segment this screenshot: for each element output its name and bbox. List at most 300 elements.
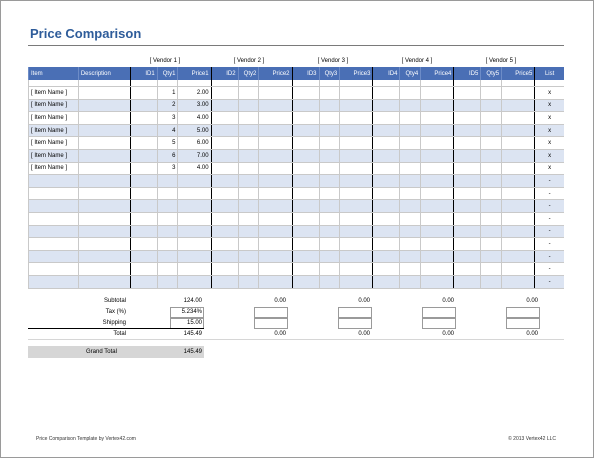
qty4-cell[interactable] <box>400 212 421 225</box>
qty2-cell[interactable] <box>238 225 259 238</box>
qty3-cell[interactable] <box>319 275 340 288</box>
description-cell[interactable] <box>78 238 130 251</box>
description-cell[interactable] <box>78 275 130 288</box>
qty2-cell[interactable] <box>238 137 259 150</box>
price1-cell[interactable] <box>178 200 211 213</box>
col-qty2[interactable]: Qty2 <box>238 67 259 80</box>
qty3-cell[interactable] <box>319 124 340 137</box>
price1-cell[interactable]: 2.00 <box>178 87 211 100</box>
price1-cell[interactable] <box>178 250 211 263</box>
qty5-cell[interactable] <box>481 238 502 251</box>
price3-cell[interactable] <box>340 250 373 263</box>
description-cell[interactable] <box>78 87 130 100</box>
footer-credit[interactable]: Price Comparison Template by Vertex42.com <box>36 436 136 442</box>
price5-cell[interactable] <box>502 238 535 251</box>
price5-cell[interactable] <box>502 250 535 263</box>
price4-cell[interactable] <box>421 238 454 251</box>
id2-cell[interactable] <box>211 275 238 288</box>
id4-cell[interactable] <box>373 187 400 200</box>
description-cell[interactable] <box>78 99 130 112</box>
price4-cell[interactable] <box>421 149 454 162</box>
col-price5[interactable]: Price5 <box>502 67 535 80</box>
price3-cell[interactable] <box>340 87 373 100</box>
id3-cell[interactable] <box>292 175 319 188</box>
price1-cell[interactable]: 5.00 <box>178 124 211 137</box>
qty1-cell[interactable] <box>157 250 178 263</box>
price2-cell[interactable] <box>259 87 292 100</box>
qty5-cell[interactable] <box>481 99 502 112</box>
qty4-cell[interactable] <box>400 112 421 125</box>
price5-cell[interactable] <box>502 225 535 238</box>
qty2-cell[interactable] <box>238 263 259 276</box>
item-name-cell[interactable] <box>29 200 79 213</box>
id3-cell[interactable] <box>292 275 319 288</box>
description-cell[interactable] <box>78 187 130 200</box>
price3-cell[interactable] <box>340 212 373 225</box>
price5-cell[interactable] <box>502 200 535 213</box>
id1-cell[interactable] <box>130 137 157 150</box>
price3-cell[interactable] <box>340 124 373 137</box>
item-name-cell[interactable] <box>29 275 79 288</box>
price2-cell[interactable] <box>259 187 292 200</box>
id2-cell[interactable] <box>211 250 238 263</box>
price5-cell[interactable] <box>502 112 535 125</box>
id5-cell[interactable] <box>454 275 481 288</box>
price5-cell[interactable] <box>502 187 535 200</box>
id5-cell[interactable] <box>454 187 481 200</box>
id4-cell[interactable] <box>373 212 400 225</box>
id1-cell[interactable] <box>130 263 157 276</box>
price4-cell[interactable] <box>421 124 454 137</box>
price4-cell[interactable] <box>421 275 454 288</box>
price4-cell[interactable] <box>421 200 454 213</box>
description-cell[interactable] <box>78 212 130 225</box>
qty1-cell[interactable] <box>157 275 178 288</box>
id4-cell[interactable] <box>373 112 400 125</box>
price2-cell[interactable] <box>259 250 292 263</box>
price2-cell[interactable] <box>259 212 292 225</box>
price3-cell[interactable] <box>340 263 373 276</box>
col-id4[interactable]: ID4 <box>373 67 400 80</box>
vendor-5-label[interactable]: [ Vendor 5 ] <box>462 58 540 69</box>
qty3-cell[interactable] <box>319 112 340 125</box>
id1-cell[interactable] <box>130 200 157 213</box>
id5-cell[interactable] <box>454 225 481 238</box>
list-cell[interactable]: - <box>535 263 564 276</box>
id5-cell[interactable] <box>454 238 481 251</box>
price4-cell[interactable] <box>421 250 454 263</box>
id2-cell[interactable] <box>211 149 238 162</box>
list-cell[interactable]: - <box>535 250 564 263</box>
qty3-cell[interactable] <box>319 137 340 150</box>
qty4-cell[interactable] <box>400 162 421 175</box>
item-name-cell[interactable] <box>29 187 79 200</box>
qty4-cell[interactable] <box>400 124 421 137</box>
description-cell[interactable] <box>78 200 130 213</box>
col-price2[interactable]: Price2 <box>259 67 292 80</box>
price3-cell[interactable] <box>340 99 373 112</box>
id2-cell[interactable] <box>211 187 238 200</box>
list-cell[interactable]: - <box>535 275 564 288</box>
description-cell[interactable] <box>78 250 130 263</box>
id5-cell[interactable] <box>454 263 481 276</box>
price3-cell[interactable] <box>340 187 373 200</box>
id3-cell[interactable] <box>292 162 319 175</box>
qty3-cell[interactable] <box>319 250 340 263</box>
id3-cell[interactable] <box>292 112 319 125</box>
price5-cell[interactable] <box>502 124 535 137</box>
list-cell[interactable]: x <box>535 112 564 125</box>
price4-cell[interactable] <box>421 187 454 200</box>
qty2-cell[interactable] <box>238 124 259 137</box>
col-price1[interactable]: Price1 <box>178 67 211 80</box>
list-cell[interactable]: x <box>535 149 564 162</box>
id1-cell[interactable] <box>130 275 157 288</box>
id2-cell[interactable] <box>211 112 238 125</box>
qty2-cell[interactable] <box>238 175 259 188</box>
qty2-cell[interactable] <box>238 187 259 200</box>
price5-cell[interactable] <box>502 263 535 276</box>
price1-cell[interactable]: 4.00 <box>178 112 211 125</box>
qty3-cell[interactable] <box>319 162 340 175</box>
qty3-cell[interactable] <box>319 99 340 112</box>
col-list[interactable]: List <box>535 67 564 80</box>
item-name-cell[interactable]: [ Item Name ] <box>29 124 79 137</box>
id4-cell[interactable] <box>373 162 400 175</box>
id2-cell[interactable] <box>211 124 238 137</box>
price2-cell[interactable] <box>259 137 292 150</box>
price2-cell[interactable] <box>259 149 292 162</box>
qty2-cell[interactable] <box>238 87 259 100</box>
id3-cell[interactable] <box>292 225 319 238</box>
col-description[interactable]: Description <box>78 67 130 80</box>
id3-cell[interactable] <box>292 238 319 251</box>
item-name-cell[interactable] <box>29 225 79 238</box>
price2-cell[interactable] <box>259 99 292 112</box>
id2-cell[interactable] <box>211 200 238 213</box>
item-name-cell[interactable] <box>29 263 79 276</box>
price5-cell[interactable] <box>502 162 535 175</box>
price5-cell[interactable] <box>502 212 535 225</box>
id5-cell[interactable] <box>454 87 481 100</box>
id2-cell[interactable] <box>211 212 238 225</box>
col-id2[interactable]: ID2 <box>211 67 238 80</box>
price5-cell[interactable] <box>502 175 535 188</box>
qty1-cell[interactable] <box>157 200 178 213</box>
col-qty4[interactable]: Qty4 <box>400 67 421 80</box>
qty5-cell[interactable] <box>481 162 502 175</box>
list-cell[interactable]: x <box>535 87 564 100</box>
qty3-cell[interactable] <box>319 263 340 276</box>
price1-cell[interactable] <box>178 212 211 225</box>
qty1-cell[interactable] <box>157 175 178 188</box>
price2-cell[interactable] <box>259 225 292 238</box>
id3-cell[interactable] <box>292 124 319 137</box>
qty2-cell[interactable] <box>238 200 259 213</box>
list-cell[interactable]: x <box>535 99 564 112</box>
price2-cell[interactable] <box>259 200 292 213</box>
id5-cell[interactable] <box>454 124 481 137</box>
id1-cell[interactable] <box>130 238 157 251</box>
price4-cell[interactable] <box>421 112 454 125</box>
price4-cell[interactable] <box>421 137 454 150</box>
price4-cell[interactable] <box>421 225 454 238</box>
qty4-cell[interactable] <box>400 238 421 251</box>
item-name-cell[interactable]: [ Item Name ] <box>29 112 79 125</box>
price1-cell[interactable] <box>178 263 211 276</box>
price3-cell[interactable] <box>340 149 373 162</box>
list-cell[interactable]: x <box>535 124 564 137</box>
price1-cell[interactable] <box>178 175 211 188</box>
vendor-1-label[interactable]: [ Vendor 1 ] <box>126 58 204 69</box>
v5-tax-field[interactable] <box>506 307 540 318</box>
v2-tax-field[interactable] <box>254 307 288 318</box>
qty3-cell[interactable] <box>319 238 340 251</box>
price4-cell[interactable] <box>421 212 454 225</box>
qty1-cell[interactable]: 2 <box>157 99 178 112</box>
qty4-cell[interactable] <box>400 137 421 150</box>
id1-cell[interactable] <box>130 225 157 238</box>
item-name-cell[interactable]: [ Item Name ] <box>29 137 79 150</box>
id5-cell[interactable] <box>454 99 481 112</box>
price3-cell[interactable] <box>340 175 373 188</box>
id2-cell[interactable] <box>211 175 238 188</box>
v3-tax-field[interactable] <box>338 307 372 318</box>
qty3-cell[interactable] <box>319 200 340 213</box>
description-cell[interactable] <box>78 162 130 175</box>
price5-cell[interactable] <box>502 137 535 150</box>
description-cell[interactable] <box>78 263 130 276</box>
qty1-cell[interactable] <box>157 238 178 251</box>
col-qty1[interactable]: Qty1 <box>157 67 178 80</box>
qty1-cell[interactable]: 6 <box>157 149 178 162</box>
qty5-cell[interactable] <box>481 175 502 188</box>
qty5-cell[interactable] <box>481 87 502 100</box>
id2-cell[interactable] <box>211 238 238 251</box>
id2-cell[interactable] <box>211 87 238 100</box>
price1-cell[interactable] <box>178 187 211 200</box>
qty1-cell[interactable] <box>157 263 178 276</box>
item-name-cell[interactable]: [ Item Name ] <box>29 149 79 162</box>
qty1-cell[interactable]: 3 <box>157 112 178 125</box>
description-cell[interactable] <box>78 124 130 137</box>
id4-cell[interactable] <box>373 250 400 263</box>
price3-cell[interactable] <box>340 112 373 125</box>
qty5-cell[interactable] <box>481 263 502 276</box>
qty2-cell[interactable] <box>238 99 259 112</box>
id4-cell[interactable] <box>373 99 400 112</box>
id1-cell[interactable] <box>130 99 157 112</box>
col-id3[interactable]: ID3 <box>292 67 319 80</box>
id5-cell[interactable] <box>454 175 481 188</box>
item-name-cell[interactable]: [ Item Name ] <box>29 87 79 100</box>
list-cell[interactable]: - <box>535 175 564 188</box>
qty5-cell[interactable] <box>481 250 502 263</box>
v4-shipping-field[interactable] <box>422 318 456 329</box>
id4-cell[interactable] <box>373 200 400 213</box>
price3-cell[interactable] <box>340 162 373 175</box>
price1-cell[interactable]: 4.00 <box>178 162 211 175</box>
price2-cell[interactable] <box>259 238 292 251</box>
qty4-cell[interactable] <box>400 187 421 200</box>
qty2-cell[interactable] <box>238 250 259 263</box>
price2-cell[interactable] <box>259 162 292 175</box>
id5-cell[interactable] <box>454 200 481 213</box>
qty4-cell[interactable] <box>400 87 421 100</box>
id4-cell[interactable] <box>373 124 400 137</box>
price3-cell[interactable] <box>340 238 373 251</box>
item-name-cell[interactable]: [ Item Name ] <box>29 99 79 112</box>
qty5-cell[interactable] <box>481 137 502 150</box>
col-qty5[interactable]: Qty5 <box>481 67 502 80</box>
qty4-cell[interactable] <box>400 99 421 112</box>
list-cell[interactable]: - <box>535 200 564 213</box>
price4-cell[interactable] <box>421 87 454 100</box>
description-cell[interactable] <box>78 112 130 125</box>
description-cell[interactable] <box>78 149 130 162</box>
qty5-cell[interactable] <box>481 212 502 225</box>
qty5-cell[interactable] <box>481 225 502 238</box>
id2-cell[interactable] <box>211 137 238 150</box>
v3-shipping-field[interactable] <box>338 318 372 329</box>
id3-cell[interactable] <box>292 200 319 213</box>
id4-cell[interactable] <box>373 87 400 100</box>
col-price4[interactable]: Price4 <box>421 67 454 80</box>
qty1-cell[interactable]: 5 <box>157 137 178 150</box>
id2-cell[interactable] <box>211 162 238 175</box>
item-name-cell[interactable] <box>29 238 79 251</box>
col-id1[interactable]: ID1 <box>130 67 157 80</box>
vendor-2-label[interactable]: [ Vendor 2 ] <box>210 58 288 69</box>
description-cell[interactable] <box>78 175 130 188</box>
id5-cell[interactable] <box>454 212 481 225</box>
item-name-cell[interactable] <box>29 212 79 225</box>
id3-cell[interactable] <box>292 149 319 162</box>
price1-cell[interactable] <box>178 275 211 288</box>
id1-cell[interactable] <box>130 187 157 200</box>
id2-cell[interactable] <box>211 263 238 276</box>
v5-shipping-field[interactable] <box>506 318 540 329</box>
price2-cell[interactable] <box>259 124 292 137</box>
id1-cell[interactable] <box>130 112 157 125</box>
price1-cell[interactable]: 3.00 <box>178 99 211 112</box>
qty5-cell[interactable] <box>481 112 502 125</box>
id5-cell[interactable] <box>454 112 481 125</box>
id2-cell[interactable] <box>211 225 238 238</box>
id4-cell[interactable] <box>373 137 400 150</box>
price4-cell[interactable] <box>421 99 454 112</box>
id2-cell[interactable] <box>211 99 238 112</box>
item-name-cell[interactable] <box>29 250 79 263</box>
price1-cell[interactable]: 6.00 <box>178 137 211 150</box>
qty5-cell[interactable] <box>481 124 502 137</box>
id3-cell[interactable] <box>292 87 319 100</box>
qty3-cell[interactable] <box>319 212 340 225</box>
price4-cell[interactable] <box>421 263 454 276</box>
id4-cell[interactable] <box>373 275 400 288</box>
id1-cell[interactable] <box>130 212 157 225</box>
list-cell[interactable]: - <box>535 238 564 251</box>
id3-cell[interactable] <box>292 187 319 200</box>
qty1-cell[interactable] <box>157 187 178 200</box>
qty4-cell[interactable] <box>400 263 421 276</box>
col-qty3[interactable]: Qty3 <box>319 67 340 80</box>
price2-cell[interactable] <box>259 112 292 125</box>
price1-cell[interactable]: 7.00 <box>178 149 211 162</box>
col-item[interactable]: Item <box>29 67 79 80</box>
id1-cell[interactable] <box>130 149 157 162</box>
price1-cell[interactable] <box>178 238 211 251</box>
id5-cell[interactable] <box>454 250 481 263</box>
price5-cell[interactable] <box>502 99 535 112</box>
id1-cell[interactable] <box>130 175 157 188</box>
col-price3[interactable]: Price3 <box>340 67 373 80</box>
id5-cell[interactable] <box>454 149 481 162</box>
qty4-cell[interactable] <box>400 250 421 263</box>
id4-cell[interactable] <box>373 238 400 251</box>
vendor-4-label[interactable]: [ Vendor 4 ] <box>378 58 456 69</box>
price2-cell[interactable] <box>259 263 292 276</box>
id3-cell[interactable] <box>292 212 319 225</box>
description-cell[interactable] <box>78 137 130 150</box>
price2-cell[interactable] <box>259 175 292 188</box>
qty1-cell[interactable]: 4 <box>157 124 178 137</box>
id1-cell[interactable] <box>130 124 157 137</box>
qty3-cell[interactable] <box>319 149 340 162</box>
price1-cell[interactable] <box>178 225 211 238</box>
id3-cell[interactable] <box>292 137 319 150</box>
price3-cell[interactable] <box>340 275 373 288</box>
col-id5[interactable]: ID5 <box>454 67 481 80</box>
price4-cell[interactable] <box>421 162 454 175</box>
qty5-cell[interactable] <box>481 200 502 213</box>
qty1-cell[interactable]: 1 <box>157 87 178 100</box>
id1-cell[interactable] <box>130 87 157 100</box>
qty4-cell[interactable] <box>400 149 421 162</box>
list-cell[interactable]: - <box>535 225 564 238</box>
qty1-cell[interactable] <box>157 225 178 238</box>
id1-cell[interactable] <box>130 250 157 263</box>
id4-cell[interactable] <box>373 225 400 238</box>
vendor-3-label[interactable]: [ Vendor 3 ] <box>294 58 372 69</box>
qty5-cell[interactable] <box>481 275 502 288</box>
price3-cell[interactable] <box>340 200 373 213</box>
qty3-cell[interactable] <box>319 225 340 238</box>
price5-cell[interactable] <box>502 87 535 100</box>
list-cell[interactable]: - <box>535 187 564 200</box>
id3-cell[interactable] <box>292 99 319 112</box>
v2-shipping-field[interactable] <box>254 318 288 329</box>
description-cell[interactable] <box>78 225 130 238</box>
price5-cell[interactable] <box>502 149 535 162</box>
qty3-cell[interactable] <box>319 175 340 188</box>
qty4-cell[interactable] <box>400 175 421 188</box>
price3-cell[interactable] <box>340 225 373 238</box>
v4-tax-field[interactable] <box>422 307 456 318</box>
price5-cell[interactable] <box>502 275 535 288</box>
list-cell[interactable]: - <box>535 212 564 225</box>
qty4-cell[interactable] <box>400 275 421 288</box>
id5-cell[interactable] <box>454 162 481 175</box>
qty3-cell[interactable] <box>319 87 340 100</box>
qty2-cell[interactable] <box>238 275 259 288</box>
qty2-cell[interactable] <box>238 212 259 225</box>
price3-cell[interactable] <box>340 137 373 150</box>
list-cell[interactable]: x <box>535 137 564 150</box>
qty4-cell[interactable] <box>400 200 421 213</box>
qty5-cell[interactable] <box>481 187 502 200</box>
id3-cell[interactable] <box>292 263 319 276</box>
